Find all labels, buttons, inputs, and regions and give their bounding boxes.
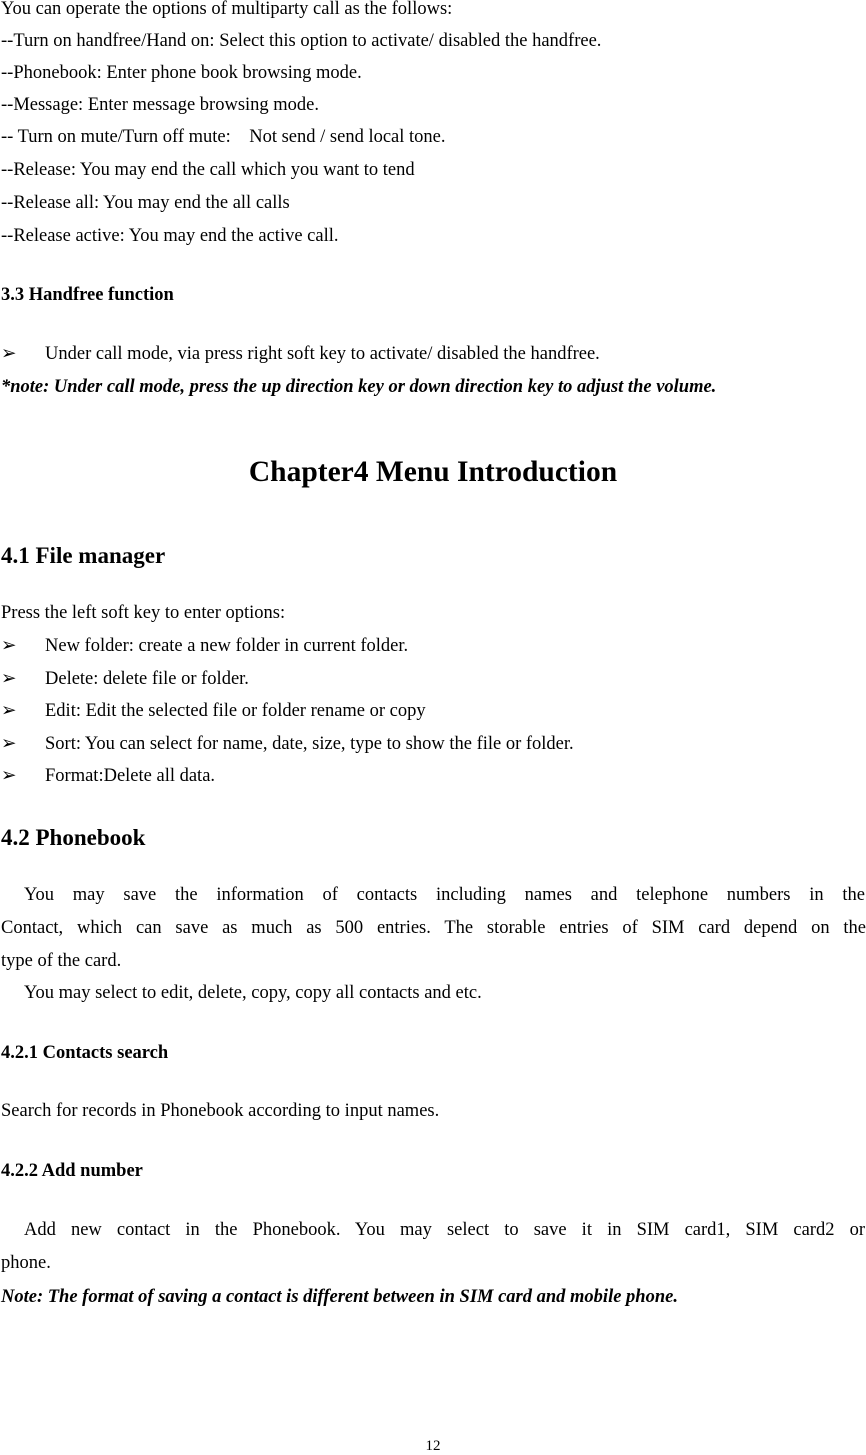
phonebook-paragraph-line: Contact, which can save as much as 500 entries. The storable entries of SIM card depend on the [1, 918, 866, 938]
file-manager-intro: Press the left soft key to enter options: [1, 603, 286, 623]
section-heading-4-2: 4.2 Phonebook [1, 825, 146, 850]
phonebook-paragraph: You may select to edit, delete, copy, copy all contacts and etc. [24, 983, 482, 1003]
list-item-text: Sort: You can select for name, date, size, type to show the file or folder. [45, 734, 574, 754]
section-heading-4-2-2: 4.2.2 Add number [1, 1161, 143, 1181]
list-item [1, 668, 249, 690]
arrow-bullet-icon: ➢ [1, 669, 17, 689]
arrow-bullet-icon: ➢ [1, 734, 17, 754]
volume-note: *note: Under call mode, press the up direction key or down direction key to adjust the volume. [1, 377, 717, 397]
section-heading-4-1: 4.1 File manager [1, 543, 166, 568]
list-item-text: Delete: delete file or folder. [45, 669, 249, 689]
list-item [1, 765, 215, 787]
page-number: 12 [425, 1438, 441, 1454]
list-item-text: Format:Delete all data. [45, 766, 216, 786]
list-item-text: Edit: Edit the selected file or folder rename or copy [45, 701, 426, 721]
intro-line: --Phonebook: Enter phone book browsing mode. [1, 63, 362, 83]
intro-line: -- Turn on mute/Turn off mute: Not send / send local tone. [1, 127, 446, 147]
arrow-bullet-icon: ➢ [1, 701, 17, 721]
section-heading-3-3: 3.3 Handfree function [1, 285, 174, 305]
phonebook-paragraph-line: type of the card. [1, 951, 122, 971]
arrow-bullet-icon: ➢ [1, 636, 17, 656]
phonebook-paragraph-line: You may save the information of contacts including names and telephone numbers in the [24, 885, 865, 905]
add-number-paragraph-line: Add new contact in the Phonebook. You may select to save it in SIM card1, SIM card2 or [24, 1220, 865, 1240]
arrow-bullet-icon: ➢ [1, 766, 17, 786]
intro-line: You can operate the options of multiparty call as the follows: [1, 0, 453, 19]
intro-line: --Release: You may end the call which you want to tend [1, 160, 415, 180]
section-heading-4-2-1: 4.2.1 Contacts search [1, 1043, 169, 1063]
contacts-search-text: Search for records in Phonebook according to input names. [1, 1101, 440, 1121]
list-item-text: Under call mode, via press right soft key to activate/ disabled the handfree. [45, 344, 600, 364]
add-number-paragraph-line: phone. [1, 1253, 51, 1273]
intro-line: --Message: Enter message browsing mode. [1, 95, 320, 115]
list-item [1, 733, 574, 755]
list-item [1, 700, 426, 722]
intro-line: --Release active: You may end the active call. [1, 226, 339, 246]
intro-line: --Release all: You may end the all calls [1, 193, 290, 213]
list-item [1, 635, 408, 657]
list-item [1, 343, 600, 365]
arrow-bullet-icon: ➢ [1, 344, 17, 364]
chapter-title: Chapter4 Menu Introduction [248, 456, 618, 488]
intro-line: --Turn on handfree/Hand on: Select this option to activate/ disabled the handfree. [1, 31, 602, 51]
format-note: Note: The format of saving a contact is different between in SIM card and mobile phone. [1, 1287, 678, 1307]
list-item-text: New folder: create a new folder in current folder. [45, 636, 409, 656]
